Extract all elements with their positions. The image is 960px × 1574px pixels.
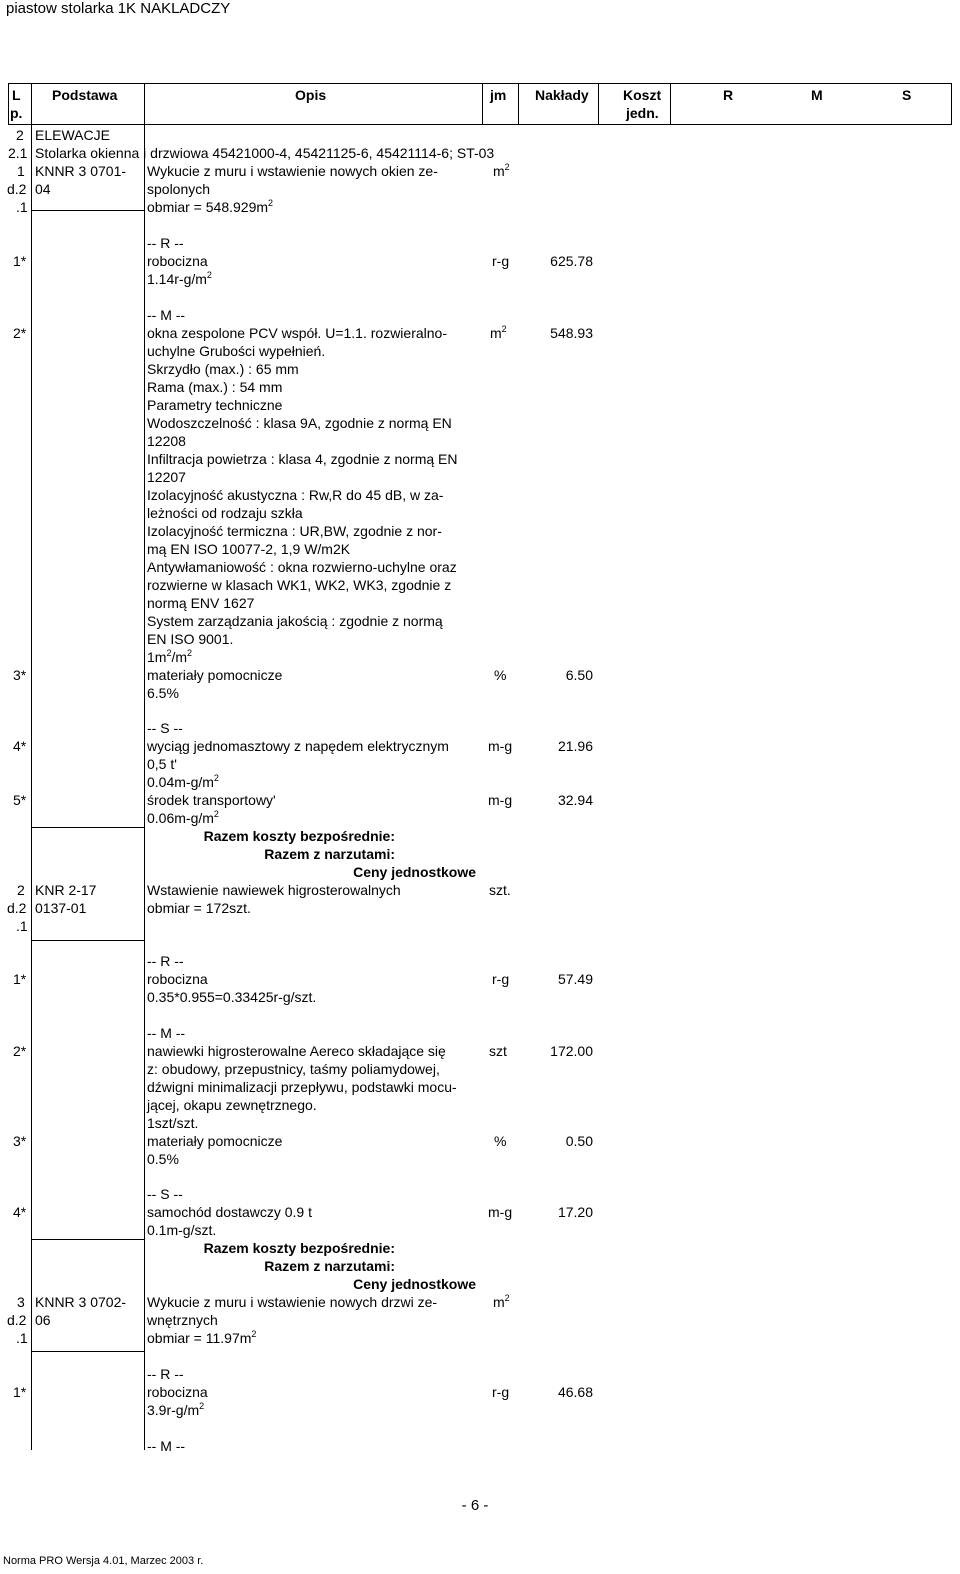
header-lp: L: [12, 87, 21, 103]
item-lp: 3: [17, 1294, 25, 1310]
material-line: Infiltracja powietrza : klasa 4, zgodnie z normą EN: [147, 451, 458, 467]
equipment-value: 17.20: [557, 1204, 593, 1220]
equipment-norm: $0.04m-g/m^2$: [147, 773, 219, 790]
document-title: piastow stolarka 1K NAKLADCZY: [6, 0, 231, 17]
material-norm: $1m^2/m^2$: [147, 648, 193, 665]
sum-direct-costs: Razem koszty bezpośrednie:: [203, 828, 395, 844]
item-lp-d: d.2: [7, 900, 27, 916]
subsection-title: Stolarka okienna i drzwiowa 45421000-4, 45421125-6, 45421114-6; ST-03: [35, 145, 495, 161]
equipment-name-2: 0,5 t': [147, 756, 177, 772]
material-norm: 0.5%: [147, 1151, 179, 1167]
header-koszt: Koszt: [623, 87, 662, 103]
material-line: Izolacyjność akustyczna : Rw,R do 45 dB, w za-: [147, 487, 444, 503]
equipment-norm: $0.06m-g/m^2$: [147, 809, 219, 826]
s-header: -- S --: [147, 1186, 183, 1202]
resource-no: 1*: [13, 971, 27, 987]
footer-text: Norma PRO Wersja 4.01, Marzec 2003 r.: [3, 1555, 204, 1567]
r-header: -- R --: [147, 1366, 184, 1382]
header-koszt-jedn: jedn.: [626, 105, 659, 121]
item-description-2: spolonych: [147, 181, 211, 197]
resource-no: 1*: [13, 253, 27, 269]
material-line: Izolacyjność termiczna : UR,BW, zgodnie z nor-: [147, 523, 442, 539]
material-line: normą ENV 1627: [147, 595, 255, 611]
material-no: 3*: [13, 1133, 27, 1149]
r-header: -- R --: [147, 953, 184, 969]
equipment-norm: 0.1m-g/szt.: [147, 1222, 217, 1238]
material-value: 172.00: [550, 1043, 593, 1059]
equipment-value: 21.96: [557, 738, 593, 754]
material-unit: $m^2$: [490, 324, 507, 341]
header-opis: Opis: [295, 87, 327, 103]
header-podstawa: Podstawa: [52, 87, 118, 103]
equipment-value: 32.94: [557, 792, 593, 808]
material-no: 2*: [13, 1043, 27, 1059]
resource-value: 625.78: [550, 253, 593, 269]
material-unit: szt: [489, 1043, 507, 1059]
material-name: materiały pomocnicze: [147, 667, 283, 683]
item-lp-d: d.2: [7, 1312, 27, 1328]
material-norm: 1szt/szt.: [147, 1115, 199, 1131]
material-line: jącej, okapu zewnętrznego.: [147, 1097, 317, 1113]
item-lp-sub: .1: [16, 1330, 28, 1346]
material-line: 12207: [147, 469, 186, 485]
material-line: uchylne Grubości wypełnień.: [147, 343, 326, 359]
resource-unit: r-g: [492, 1384, 510, 1400]
header-naklady: Nakłady: [535, 87, 589, 103]
item-podstawa-2: 06: [35, 1312, 51, 1328]
material-line: System zarządzania jakością : zgodnie z normą: [147, 613, 443, 629]
resource-name: robocizna: [147, 1384, 208, 1400]
material-line: mą EN ISO 10077-2, 1,9 W/m2K: [147, 541, 351, 557]
material-line: Parametry techniczne: [147, 397, 283, 413]
item-podstawa-2: 04: [35, 181, 51, 197]
equipment-no: 4*: [13, 738, 27, 754]
item-obmiar: obmiar = 172szt.: [147, 900, 251, 916]
equipment-unit: m-g: [488, 738, 513, 754]
resource-norm: 0.35*0.955=0.33425r-g/szt.: [147, 989, 317, 1005]
item-lp-sub: .1: [16, 199, 28, 215]
resource-unit: r-g: [492, 971, 510, 987]
resource-norm: $3.9r-g/m^2$: [147, 1401, 205, 1418]
material-value: 6.50: [565, 667, 593, 683]
material-line: Antywłamaniowość : okna rozwierno-uchylne oraz: [147, 559, 457, 575]
material-line: nawiewki higrosterowalne Aereco składające się: [147, 1043, 446, 1059]
material-line: rozwierne w klasach WK1, WK2, WK3, zgodnie z: [147, 577, 452, 593]
item-unit: $m^2$: [493, 162, 510, 179]
equipment-no: 5*: [13, 792, 27, 808]
material-no: 2*: [13, 325, 27, 341]
item-description: Wykucie z muru i wstawienie nowych okien ze-: [147, 163, 438, 179]
material-line: 12208: [147, 433, 186, 449]
item-unit: $m^2$: [493, 1293, 510, 1310]
header-r: R: [723, 87, 734, 103]
equipment-unit: m-g: [488, 1204, 513, 1220]
unit-prices: Ceny jednostkowe: [353, 1276, 476, 1292]
material-no: 3*: [13, 667, 27, 683]
material-line: dźwigni minimalizacji przepływu, podstawki mocu-: [147, 1079, 457, 1095]
subsection-number: 2.1: [8, 145, 28, 161]
equipment-name: środek transportowy': [147, 792, 276, 808]
header-m: M: [811, 87, 823, 103]
sum-direct-costs: Razem koszty bezpośrednie:: [203, 1240, 395, 1256]
equipment-name: samochód dostawczy 0.9 t: [147, 1204, 312, 1220]
item-podstawa: KNR 2-17: [35, 882, 97, 898]
material-line: leżności od rodzaju szkła: [147, 505, 303, 521]
item-podstawa-2: 0137-01: [35, 900, 87, 916]
item-podstawa: KNNR 3 0702-: [35, 1294, 127, 1310]
page-number: - 6 -: [461, 1497, 489, 1514]
item-lp: 1: [17, 163, 25, 179]
equipment-no: 4*: [13, 1204, 27, 1220]
section-number: 2: [16, 127, 24, 143]
item-lp-sub: .1: [16, 918, 28, 934]
unit-prices: Ceny jednostkowe: [353, 864, 476, 880]
resource-value: 46.68: [557, 1384, 593, 1400]
material-line: okna zespolone PCV współ. U=1.1. rozwieralno-: [147, 325, 447, 341]
item-description: Wstawienie nawiewek higrosterowalnych: [147, 882, 401, 898]
resource-value: 57.49: [557, 971, 593, 987]
material-name: materiały pomocnicze: [147, 1133, 283, 1149]
equipment-name: wyciąg jednomasztowy z napędem elektrycznym: [147, 738, 449, 754]
item-obmiar: obmiar = $548.929m^2$: [147, 198, 274, 215]
m-header: -- M --: [147, 307, 186, 323]
item-lp-d: d.2: [7, 181, 27, 197]
item-podstawa: KNNR 3 0701-: [35, 163, 127, 179]
resource-no: 1*: [13, 1384, 27, 1400]
material-line: Rama (max.) : 54 mm: [147, 379, 283, 395]
resource-name: robocizna: [147, 253, 208, 269]
material-unit: %: [494, 1133, 507, 1149]
resource-name: robocizna: [147, 971, 208, 987]
resource-unit: r-g: [492, 253, 510, 269]
item-lp: 2: [17, 882, 25, 898]
material-line: Wodoszczelność : klasa 9A, zgodnie z normą EN: [147, 415, 452, 431]
material-line: Skrzydło (max.) : 65 mm: [147, 361, 299, 377]
item-obmiar: obmiar = $11.97m^2$: [147, 1329, 257, 1346]
material-norm: 6.5%: [147, 685, 179, 701]
item-unit: szt.: [489, 882, 511, 898]
sum-with-surcharges: Razem z narzutami:: [264, 1258, 395, 1274]
material-value: 548.93: [550, 325, 593, 341]
header-jm: jm: [490, 87, 507, 103]
material-unit: %: [494, 667, 507, 683]
material-value: 0.50: [565, 1133, 593, 1149]
m-header: -- M --: [147, 1025, 186, 1041]
item-description: Wykucie z muru i wstawienie nowych drzwi ze-: [147, 1294, 438, 1310]
header-lp-2: p.: [10, 105, 23, 121]
s-header: -- S --: [147, 720, 183, 736]
m-header: -- M --: [147, 1438, 186, 1454]
equipment-unit: m-g: [488, 792, 513, 808]
section-title: ELEWACJE: [35, 127, 110, 143]
material-line: EN ISO 9001.: [147, 631, 234, 647]
item-description-2: wnętrznych: [147, 1312, 218, 1328]
material-line: z: obudowy, przepustnicy, taśmy poliamydowej,: [147, 1061, 440, 1077]
header-s: S: [902, 87, 912, 103]
sum-with-surcharges: Razem z narzutami:: [264, 846, 395, 862]
r-header: -- R --: [147, 235, 184, 251]
resource-norm: $1.14r-g/m^2$: [147, 270, 212, 287]
